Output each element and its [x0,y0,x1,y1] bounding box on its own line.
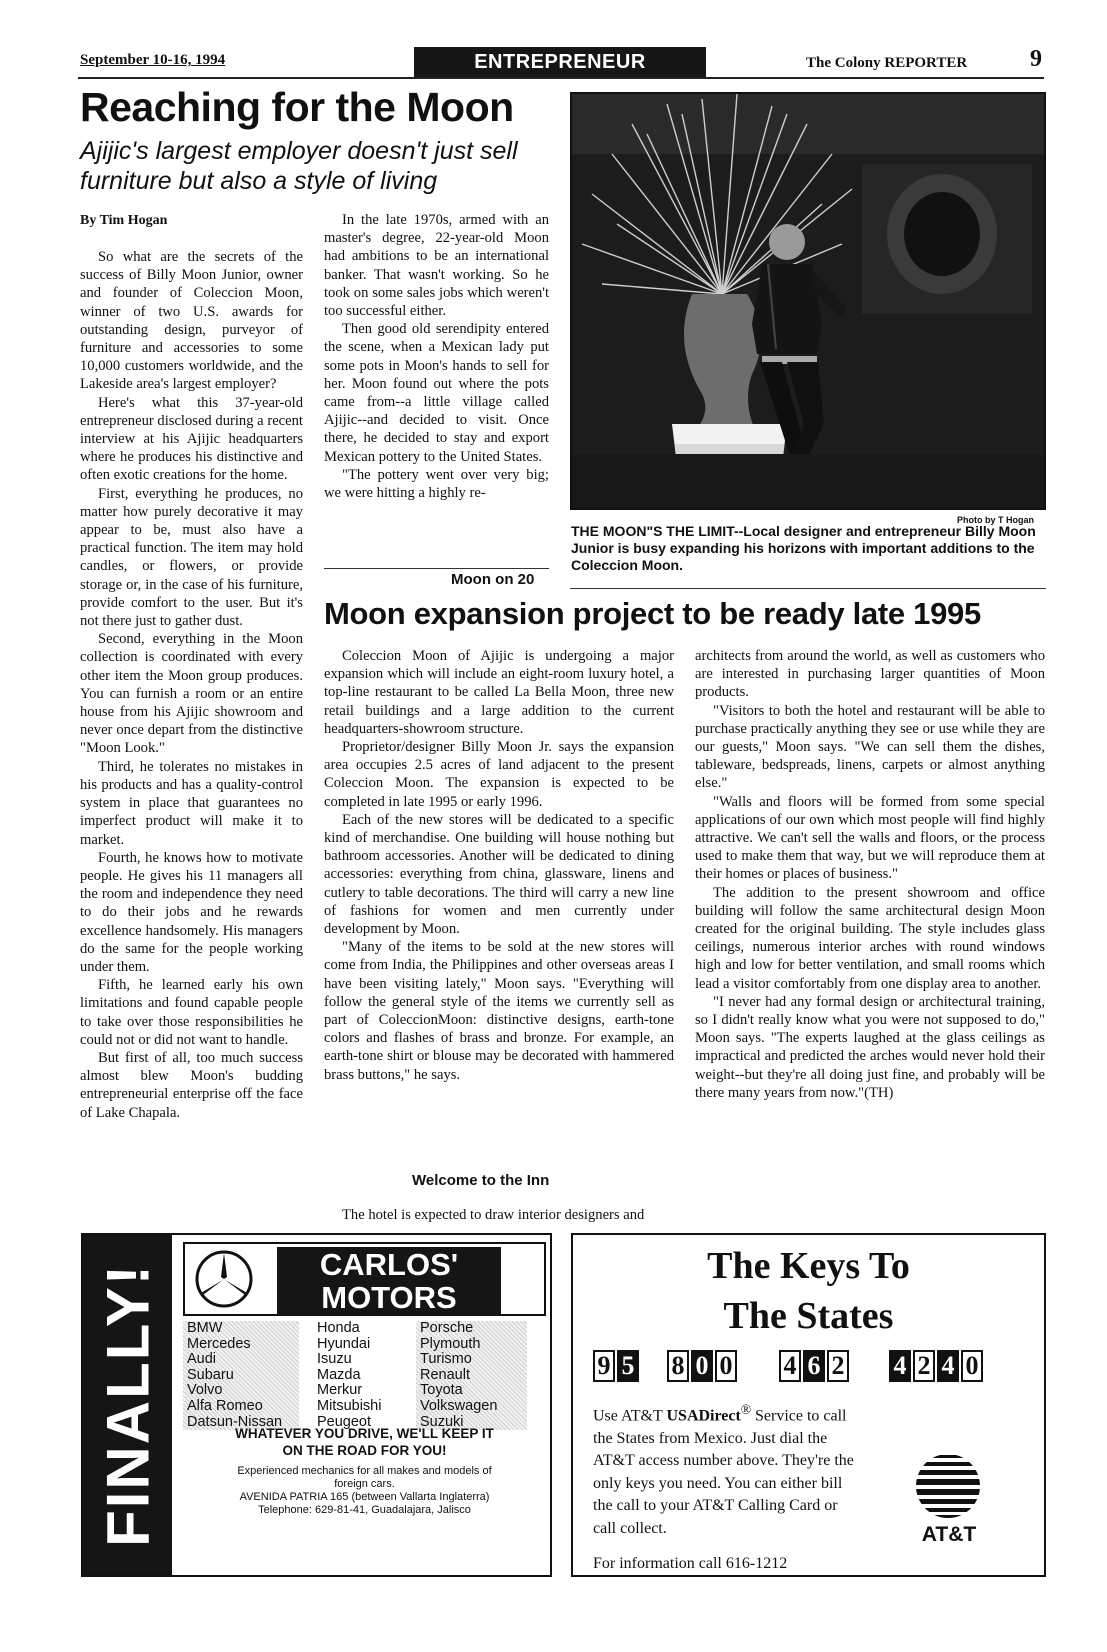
ad-title [573,1241,1044,1341]
ad-title [277,1247,501,1315]
photo-credit: Photo by T Hogan [957,515,1034,525]
paragraph: Third, he tolerates no mistakes in his products and has a quality-control system in place that guarantees no imperfect product will make it to market. [80,758,303,848]
paragraph: So what are the secrets of the success of Billy Moon Junior, owner and founder of Coleccion Moon, winner of two U.S. awards for outstanding design, purveyor of furniture and accessories to some 10,000 customers worldwide, and the Lakeside area's largest employer? [80,249,303,393]
article2-column-2 [695,647,1045,1102]
brand: Hyundai [317,1335,371,1352]
article-column-2 [324,211,549,502]
brand: Peugeot [317,1413,372,1430]
continued-jump-link: Moon on 20 [451,571,535,588]
photo-billy-moon-with-plant [572,94,1044,508]
brand: Datsun-Nissan [187,1413,283,1430]
brand: Isuzu [317,1351,352,1368]
brand: Suzuki [420,1413,464,1430]
info-phone: For information call 616-1212 [593,1555,788,1572]
key: 5 [617,1350,639,1382]
carlos-motors-ad [81,1233,552,1577]
key: 2 [827,1350,849,1382]
key: 0 [961,1350,983,1382]
brand: Toyota [420,1382,463,1399]
newspaper-name [806,55,967,72]
key: 8 [667,1350,689,1382]
article-column-1 [80,248,303,1122]
article-subhead: Ajijic's largest employer doesn't just sell furniture but also a style of living [80,137,518,195]
ad-title-line: CARLOS' [319,1247,459,1282]
brand: Merkur [317,1382,363,1399]
brand: Volkswagen [420,1397,498,1414]
key: 0 [715,1350,737,1382]
brand-column-3 [416,1321,527,1430]
slogan-line: ON THE ROAD FOR YOU! [282,1443,447,1458]
paragraph: "Visitors to both the hotel and restaurant will be able to purchase practically anything they see or use while they are our guests," Moon says. "We can sell them the dishes, tableware, bedspreads, linens, carpets or almost anything else." [695,702,1045,792]
photo-caption: THE MOON"S THE LIMIT--Local designer and entrepreneur Billy Moon Junior is busy expanding his horizons with important additions to the Coleccion Moon. [571,523,1036,573]
ad-contact-details [183,1465,546,1517]
registered-mark: ® [740,1402,751,1417]
page-number: 9 [1030,46,1042,72]
slogan-line: WHATEVER YOU DRIVE, WE'LL KEEP IT [235,1426,494,1441]
brand: Plymouth [420,1335,481,1352]
key: 4 [889,1350,911,1382]
ad-side-text: FINALLY! [94,1263,161,1547]
paragraph: architects from around the world, as well as customers who are interested in purchasing larger quantities of Moon products. [695,648,1045,701]
att-ad [571,1233,1046,1577]
paragraph: Fourth, he knows how to motivate people. He gives his 11 managers all the room and independence they need to do their jobs and he rewards excellence handsomely. His managers do the same for the people working under them. [80,849,303,975]
att-globe-icon [913,1451,983,1521]
news-photo [570,92,1046,510]
paragraph: "Many of the items to be sold at the new stores will come from India, the Philippines and other overseas areas I have been visiting lately," Moon says. "Everything will follow the general style of the items we currently sell as part of ColeccionMoon: distinctive designs, earth-tone colors and flashes of brass and bronze. For example, an earth-tone shirt or blouse may be decorated with hammered brass buttons," he says. [324,939,674,1083]
brand: Mitsubishi [317,1397,382,1414]
paragraph: First, everything he produces, no matter how purely decorative it may appear to be, must also have a practical function. The item may hold candles, or flowers, or provide storage or, in the case of his furniture, provide comfort to the user. But it's not there just to gather dust. [80,485,303,630]
access-number-keys [593,1350,1033,1386]
ad-title-line: The Keys To [707,1245,910,1287]
ad-side-banner [83,1235,172,1575]
issue-date: September 10-16, 1994 [80,52,226,68]
att-logo-text: AT&T [921,1523,977,1546]
caption-rule [570,588,1046,589]
article2-headline: Moon expansion project to be ready late 1995 [324,596,981,631]
contact-line: foreign cars. [334,1478,395,1490]
paragraph: Fifth, he learned early his own limitations and found capable people to take over those responsibilities he could not or did not want to handle. [80,977,303,1048]
article2-column-1 [324,647,674,1084]
paragraph: Coleccion Moon of Ajijic is undergoing a major expansion which will include an eight-room luxury hotel, a top-line restaurant to be called La Bella Moon, three new retail buildings and a large addition to the current headquarters-showroom structure. [324,648,674,737]
article-headline: Reaching for the Moon [80,84,514,130]
byline: By Tim Hogan [80,213,168,228]
body-rest: Service to call the States from Mexico. Just dial the AT&T access number above. They're the only keys you need. You can either bill the call to your AT&T Calling Card or call collect. [593,1407,854,1537]
paragraph: Here's what this 37-year-old entrepreneur disclosed during a recent interview at his Ajijic headquarters where he produces his distinctive and often exotic creations for the home. [80,394,303,484]
brand: Volvo [187,1382,223,1399]
brand: Honda [317,1320,360,1336]
brand-list [183,1319,546,1430]
key: 9 [593,1350,615,1382]
mercedes-star-icon [191,1248,257,1310]
paragraph: In the late 1970s, armed with an master's degree, 22-year-old Moon had ambitions to be an international banker. That wasn't working. So he took on some sales jobs which weren't too successful either. [324,212,549,320]
ad-slogan [183,1425,546,1459]
paragraph: But first of all, too much success almost blew Moon's budding entrepreneurial enterprise off the face of Lake Chapala. [80,1049,303,1121]
usadirect-brand: USADirect [666,1407,741,1425]
brand: Porsche [420,1320,474,1336]
paragraph: The addition to the present showroom and office building will follow the same architectural design Moon created for the original building. The style includes glass ceilings, numerous interior arches with round windows high and low for better ventilation, and small rooms which lead a visitor comfortably from one display area to another. [695,884,1045,992]
brand: BMW [187,1320,223,1336]
paragraph: Proprietor/designer Billy Moon Jr. says the expansion area occupies 2.5 acres of land adjacent to the present Coleccion Moon. The expansion is expected to be completed in late 1995 or early 1996. [324,739,674,810]
newspaper-prefix: The Colony [806,55,885,71]
body-prefix: Use AT&T [593,1407,667,1425]
header-rule [78,77,1044,79]
jump-rule [324,568,549,569]
ad-body-text [593,1399,855,1540]
paragraph: "The pottery went over very big; we were hitting a highly re- [324,466,549,502]
contact-line: AVENIDA PATRIA 165 (between Vallarta Inglaterra) [239,1491,490,1503]
brand: Subaru [187,1366,234,1383]
paragraph: The hotel is expected to draw interior designers and [342,1207,645,1223]
newspaper-title: REPORTER [884,55,968,71]
key: 0 [691,1350,713,1382]
ad-title-line: The States [723,1295,894,1337]
brand: Audi [187,1351,217,1368]
brand: Mercedes [187,1335,251,1352]
key: 6 [803,1350,825,1382]
contact-line: Telephone: 629-81-41, Guadalajara, Jalisco [258,1504,471,1516]
paragraph: "I never had any formal design or architectural training, so I didn't really know what you were not supposed to do," Moon says. "The experts laughed at the glass ceilings as impractical and predicted the arches would never hold their weight--but they're all doing just fine, and probably will be there many years from now."(TH) [695,993,1045,1101]
ad-title-line: MOTORS [321,1280,457,1315]
brand: Alfa Romeo [187,1397,263,1414]
paragraph: Second, everything in the Moon collection is coordinated with every other item the Moon group produces. You can furnish a room or an entire house from his Ajijic showroom and never once depart from the distinctive "Moon Look." [80,631,303,757]
section-banner: ENTREPRENEUR [414,47,706,78]
brand-column-2 [317,1321,417,1430]
contact-line: Experienced mechanics for all makes and models of [237,1465,492,1477]
key: 4 [937,1350,959,1382]
subsection-heading: Welcome to the Inn [412,1172,550,1189]
key: 4 [779,1350,801,1382]
brand: Turismo [420,1351,472,1368]
paragraph: "Walls and floors will be formed from some special applications of our own which most people will find highly attractive. We can't sell the walls and floors, or the process used to make them that way, but we will reproduce them at their homes or places of business." [695,793,1045,883]
brand: Renault [420,1366,470,1383]
article2-column-1-end [324,1206,674,1224]
brand-column-1 [183,1321,299,1430]
key: 2 [913,1350,935,1382]
brand: Mazda [317,1366,361,1383]
paragraph: Then good old serendipity entered the scene, when a Mexican lady put some pots in Moon's hands to sell for her. Moon found out where the pots came from--a little village called Ajijic--and decided to visit. Once there, he decided to stay and export Mexican pottery to the United States. [324,321,549,465]
paragraph: Each of the new stores will be dedicated to a specific kind of merchandise. One building will house nothing but bathroom accessories. Another will be dedicated to dining accessories: everything from china, glassware, linens and cutlery to table decorations. The third will carry a new line of fashions for women and men currently under development by Moon. [324,811,674,938]
